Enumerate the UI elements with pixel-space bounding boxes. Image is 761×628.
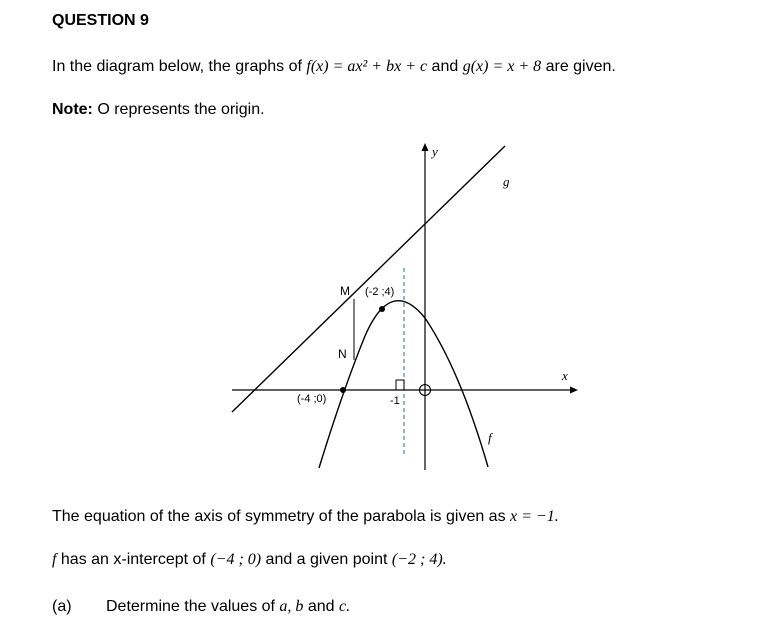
intercept-value: (−4 ; 0)	[210, 551, 262, 568]
point-neg2-4	[379, 306, 385, 312]
question-title: QUESTION 9	[52, 12, 149, 29]
part-a-c: c.	[339, 598, 351, 615]
point-value: (−2 ; 4).	[391, 551, 447, 568]
intro-pre: In the diagram below, the graphs of	[52, 58, 307, 75]
axis-sym-equation: x = −1.	[510, 508, 559, 525]
f-definition: f(x) = ax² + bx + c	[306, 58, 428, 75]
y-axis-label: y	[432, 144, 438, 159]
x-axis-arrow-icon	[570, 387, 578, 394]
g-definition: g(x) = x + 8	[462, 58, 542, 75]
f-curve-label: f	[488, 430, 492, 445]
part-a-line	[106, 598, 350, 616]
x-axis-label: x	[562, 368, 568, 383]
n-label: N	[338, 347, 347, 361]
line-g	[232, 146, 505, 412]
point-label: (-2 ;4)	[365, 286, 395, 298]
axis-symmetry-line	[52, 508, 559, 526]
part-a-label: (a)	[52, 598, 72, 615]
part-a-and: and	[303, 598, 340, 615]
point-neg4-0	[340, 387, 346, 393]
intercept-line	[52, 551, 447, 569]
right-angle-marker	[396, 380, 404, 390]
intercept-pre: has an x-intercept of	[56, 551, 211, 568]
intercept-label: (-4 ;0)	[297, 393, 327, 405]
intro-mid: and	[427, 58, 463, 75]
axis-sym-pre: The equation of the axis of symmetry of the parabola is given as	[52, 508, 511, 525]
m-label: M	[340, 284, 350, 298]
g-label: g	[503, 174, 510, 189]
axis-sym-label: -1	[390, 395, 400, 407]
note-label: Note:	[52, 101, 93, 118]
f-symbol: f	[52, 551, 57, 568]
part-a-pre: Determine the values of	[106, 598, 280, 615]
y-axis-arrow-icon	[422, 143, 429, 151]
part-a-vars: a, b	[279, 598, 304, 615]
intro-post: are given.	[541, 58, 616, 75]
note-text: O represents the origin.	[92, 101, 265, 118]
intercept-mid: and a given point	[261, 551, 392, 568]
